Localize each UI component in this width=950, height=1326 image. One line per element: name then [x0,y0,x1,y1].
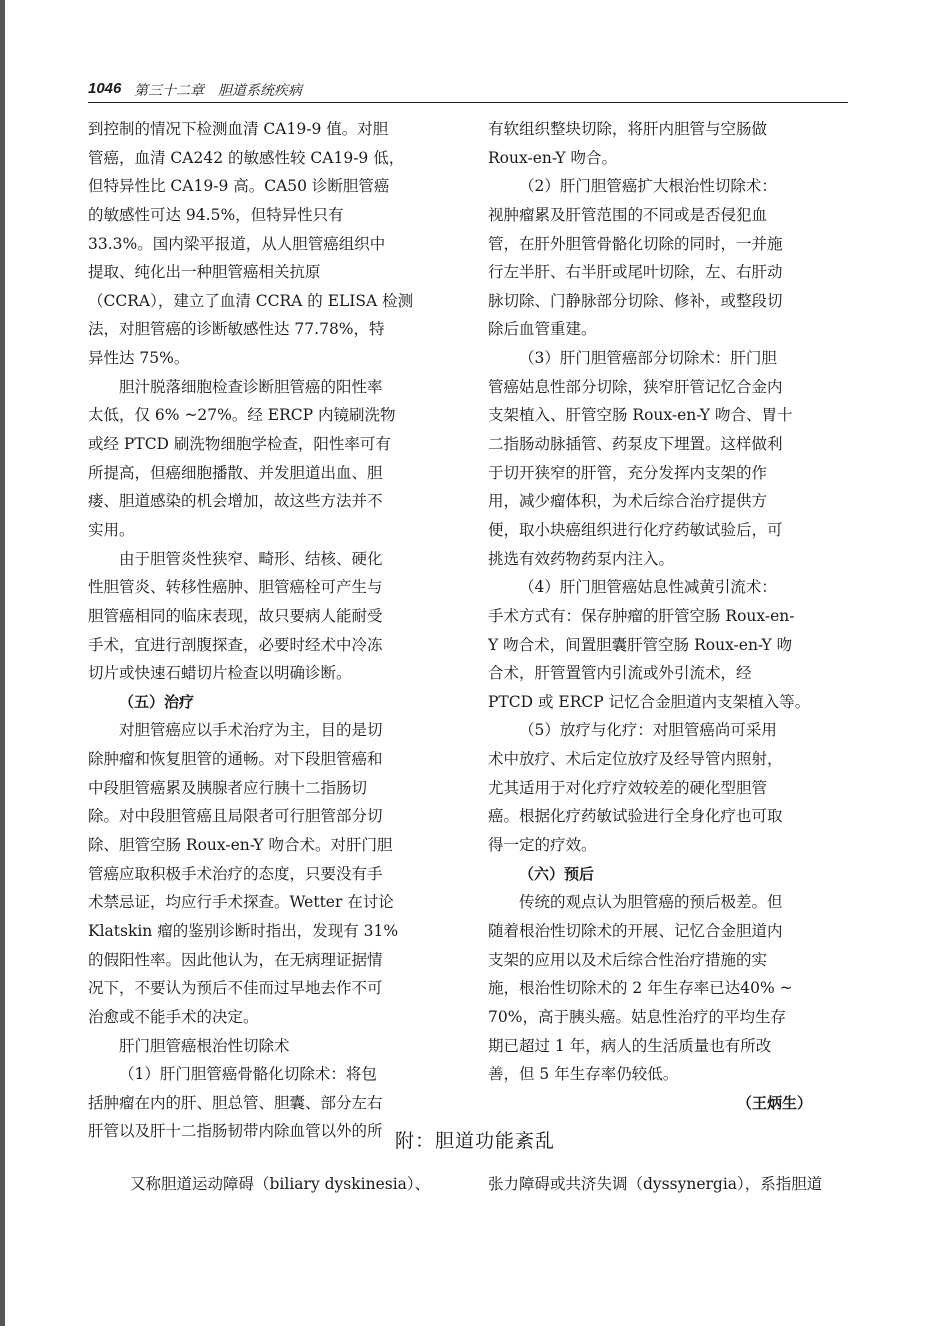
text-line: 法，对胆管癌的诊断敏感性达 77.78%，特 [88,320,385,339]
running-header [88,78,848,104]
text-line: 随着根治性切除术的开展、记忆合金胆道内 [488,921,783,940]
text-line: 癌。根据化疗药敏试验进行全身化疗也可取 [488,807,783,826]
text-line: 70%，高于胰头癌。姑息性治疗的平均生存 [488,1007,786,1026]
page-number: 1046 [88,80,122,97]
text-line: 况下，不要认为预后不佳而过早地去作不可 [88,979,383,998]
text-line: 管癌应取积极手术治疗的态度，只要没有手 [88,864,383,883]
text-line: 手术，宜进行剖腹探查，必要时经术中冷冻 [88,635,383,654]
text-line: 中段胆管癌累及胰腺者应行胰十二指肠切 [88,778,368,797]
text-line: 术禁忌证，均应行手术探查。Wetter 在讨论 [88,893,394,912]
text-line: 胆管癌相同的临床表现，故只要病人能耐受 [88,606,383,625]
text-line: 期已超过 1 年，病人的生活质量也有所改 [488,1036,772,1055]
text-line: 肝管以及肝十二指肠韧带内除血管以外的所 [88,1122,383,1141]
text-line: 治愈或不能手术的决定。 [88,1007,259,1026]
text-line: 脉切除、门静脉部分切除、修补，或整段切 [488,291,783,310]
text-line: （CCRA），建立了血清 CCRA 的 ELISA 检测 [88,291,414,310]
text-line: 术中放疗、术后定位放疗及经导管内照射， [488,750,783,769]
text-line: PTCD 或 ERCP 记忆合金胆道内支架植入等。 [488,692,811,711]
text-line: Klatskin 瘤的鉴别诊断时指出，发现有 31% [88,921,399,940]
text-line: 管癌，血清 CA242 的敏感性较 CA19-9 低， [88,148,405,167]
text-line: 尤其适用于对化疗疗效较差的硬化型胆管 [488,778,768,797]
text-line: 对胆管癌应以手术治疗为主，目的是切 [119,721,383,740]
text-line: 提取、纯化出一种胆管癌相关抗原 [88,263,321,282]
header-rule [88,102,848,103]
appendix-title: 附：胆道功能紊乱 [394,1130,555,1152]
text-line: 但特异性比 CA19-9 高。CA50 诊断胆管癌 [88,177,390,196]
text-line: 得一定的疗效。 [488,836,597,855]
text-line: （2）肝门胆管癌扩大根治性切除术： [519,177,777,196]
text-line: 用，减少瘤体积，为术后综合治疗提供方 [488,492,768,511]
text-line: Y 吻合术，间置胆囊肝管空肠 Roux-en-Y 吻 [488,635,793,654]
text-line: 到控制的情况下检测血清 CA19-9 值。对胆 [88,120,389,138]
text-line: 瘘、胆道感染的机会增加，故这些方法并不 [88,492,383,511]
text-line: 除肿瘤和恢复胆管的通畅。对下段胆管癌和 [88,750,383,769]
text-line: 便，取小块癌组织进行化疗药敏试验后，可 [488,520,783,539]
text-line: 异性达 75%。 [88,349,190,368]
text-line: 的假阳性率。因此他认为，在无病理证据情 [88,950,383,969]
text-line: 二指肠动脉插管、药泵皮下埋置。这样做利 [488,435,783,454]
left-column [88,115,448,1146]
text-line: 合术，肝管置管内引流或外引流术，经 [488,664,752,683]
text-line: 或经 PTCD 刷洗物细胞学检查，阳性率可有 [88,435,391,454]
text-line: （5）放疗与化疗：对胆管癌尚可采用 [519,721,777,740]
text-line: Roux-en-Y 吻合。 [488,148,618,167]
text-line: 有软组织整块切除，将肝内胆管与空肠做 [488,120,768,138]
text-line: 由于胆管炎性狭窄、畸形、结核、硬化 [119,549,383,568]
text-line: 太低，仅 6% ~27%。经 ERCP 内镜刷洗物 [88,406,396,425]
text-line: 管癌姑息性部分切除，狭窄肝管记忆合金内 [488,377,783,396]
right-column [488,115,848,1117]
text-line: （4）肝门胆管癌姑息性减黄引流术： [519,578,777,597]
text-line: 括肿瘤在内的肝、胆总管、胆囊、部分左右 [88,1093,383,1112]
text-line: 除、胆管空肠 Roux-en-Y 吻合术。对肝门胆 [88,836,393,855]
appendix-text-right: 张力障碍或共济失调（dyssynergia），系指胆道 [488,1175,823,1193]
text-line: 挑选有效药物药泵内注入。 [488,549,675,568]
text-line: 33.3%。国内梁平报道，从人胆管癌组织中 [88,234,386,253]
author-signature: （王炳生） [736,1093,812,1112]
text-line: 除后血管重建。 [488,320,597,339]
text-line: 实用。 [88,520,135,539]
text-line: 切片或快速石蜡切片检查以明确诊断。 [88,664,352,683]
text-line: （1）肝门胆管癌骨骼化切除术：将包 [119,1065,377,1084]
text-line: 性胆管炎、转移性癌肿、胆管癌栓可产生与 [88,578,383,597]
appendix-text-left: 又称胆道运动障碍（biliary dyskinesia）、 [130,1175,431,1193]
text-line: 手术方式有：保存肿瘤的肝管空肠 Roux-en- [488,606,795,625]
section-heading: （六）预后 [519,864,595,883]
text-line: 于切开狭窄的肝管，充分发挥内支架的作 [488,463,768,482]
chapter-title: 第三十二章 胆道系统疾病 [134,83,302,99]
text-line: 善，但 5 年生存率仍较低。 [488,1065,679,1084]
text-line: 的敏感性可达 94.5%，但特异性只有 [88,205,344,224]
text-line: 传统的观点认为胆管癌的预后极差。但 [519,893,783,912]
text-line: 除。对中段胆管癌且局限者可行胆管部分切 [88,807,383,826]
text-line: 支架的应用以及术后综合性治疗措施的实 [488,950,768,969]
text-line: 视肿瘤累及肝管范围的不同或是否侵犯血 [488,205,768,224]
text-line: 胆汁脱落细胞检查诊断胆管癌的阳性率 [119,377,383,396]
text-line: 施，根治性切除术的 2 年生存率已达40% ~ [488,979,793,998]
text-line: 管，在肝外胆管骨骼化切除的同时，一并施 [488,234,783,253]
section-heading: （五）治疗 [119,692,195,711]
text-line: （3）肝门胆管癌部分切除术：肝门胆 [519,349,777,368]
text-line: 支架植入、肝管空肠 Roux-en-Y 吻合、胃十 [488,406,793,425]
text-line: 行左半肝、右半肝或尾叶切除，左、右肝动 [488,263,783,282]
text-line: 所提高，但癌细胞播散、并发胆道出血、胆 [88,463,383,482]
text-line: 肝门胆管癌根治性切除术 [119,1036,290,1055]
